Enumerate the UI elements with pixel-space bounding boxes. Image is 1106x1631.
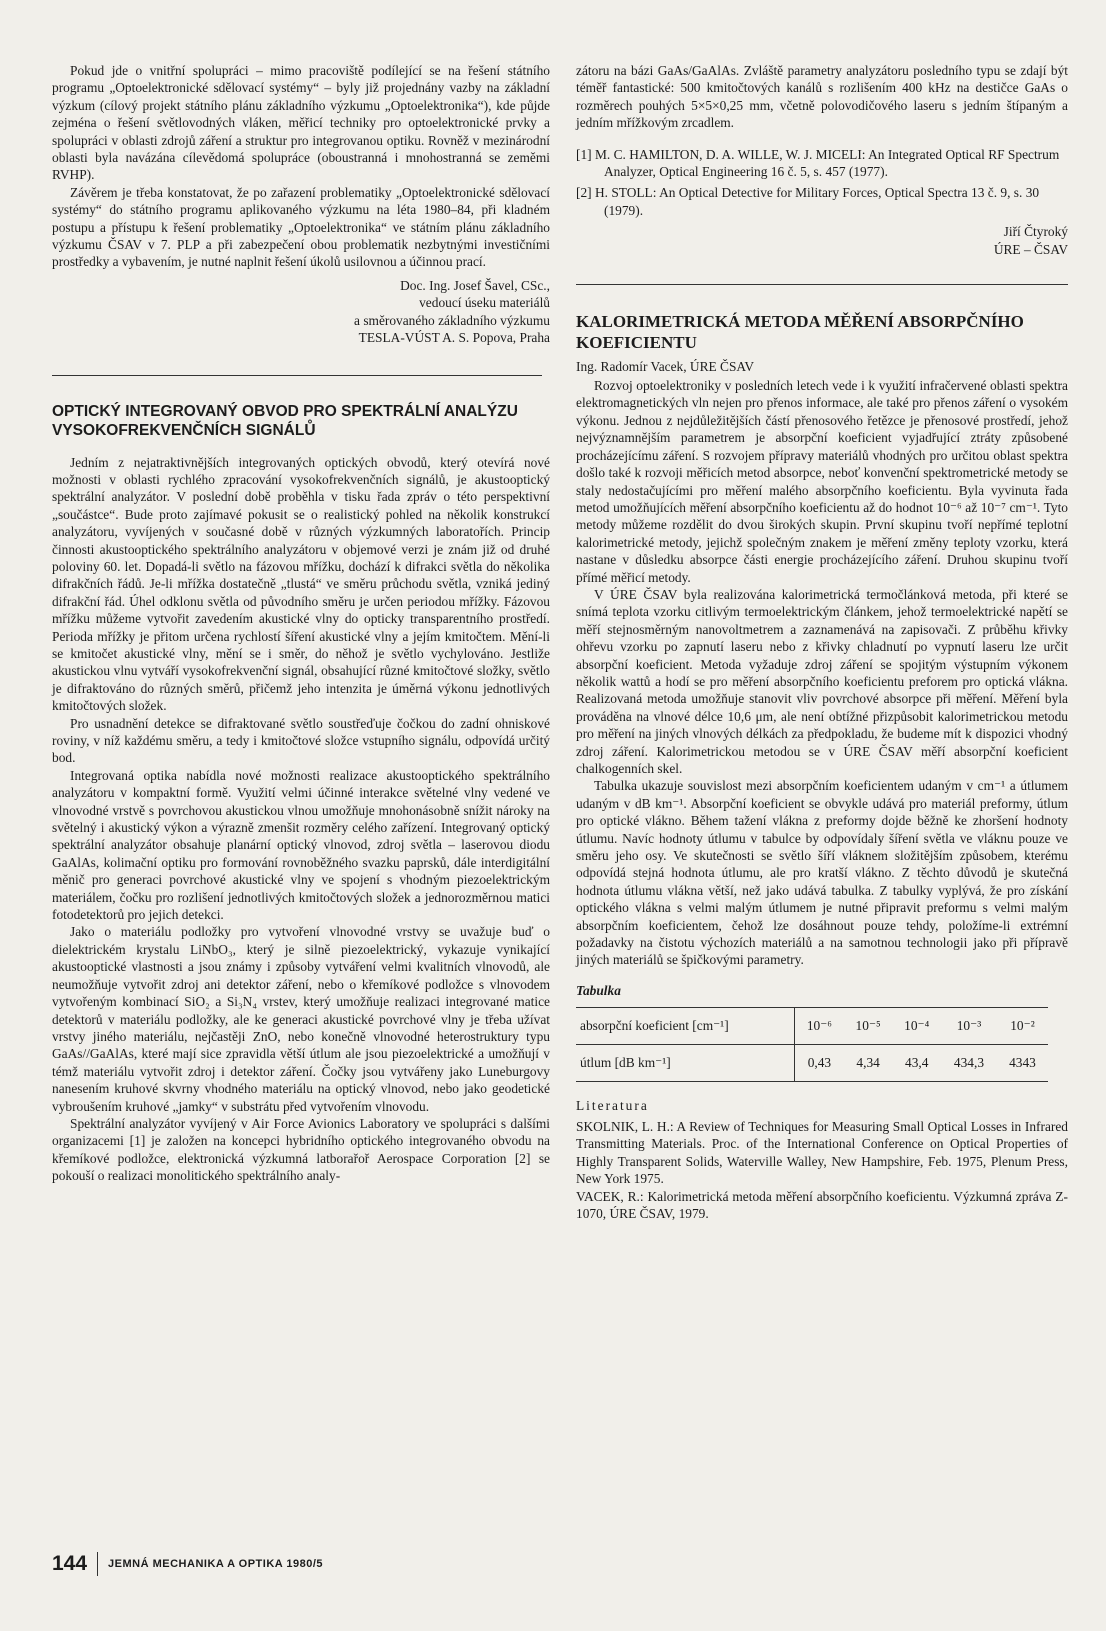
reference-list — [576, 146, 1068, 220]
signature-line: a směrovaného základního výzkumu — [354, 312, 550, 328]
section-divider — [576, 284, 1068, 285]
continuation-paragraph: zátoru na bázi GaAs/GaAlAs. Zvláště parametry analyzátoru posledního typu se zdají být téměř fantastické: 500 kmitočtových kanálů s rozlišením 400 kHz na destičce GaAs o rozměrech pouhých 5×5×0,25 mm, včetně polovodičového laseru s jedním štípaným a jedním mřížkovým zrcadlem. — [576, 63, 1068, 131]
intro-paragraph-2: Závěrem je třeba konstatovat, že po zařazení problematiky „Optoelektronické sdělovací systémy“ do státního programu aplikovaného výzkumu na léta 1980–84, při kladném postupu a přístupu k řešení problematiky „Optoelektronika“ ve státním plánu základního výzkumu ČSAV v 7. PLP a při zabezpečení obou problematik nezbytnými investičními prostředky a vybavením, je nutné naplnit řešení úkolů usilovnou a účinnou prací. — [52, 184, 550, 270]
literature-item: VACEK, R.: Kalorimetrická metoda měření absorpčního koeficientu. Výzkumná zpráva Z-1070, ÚRE ČSAV, 1979. — [576, 1188, 1068, 1221]
literature-heading: Literatura — [576, 1097, 649, 1113]
table-cell: 10⁻⁵ — [844, 1007, 893, 1044]
table-row — [576, 1007, 1048, 1044]
table-cell: 10⁻⁴ — [892, 1007, 941, 1044]
page-number: 144 — [52, 1552, 98, 1576]
article-paragraph-5: Spektrální analyzátor vyvíjený v Air Force Avionics Laboratory ve spolupráci s dalšími organizacemi [1] je založen na koncepci hybridního optického integrovaného obvodu na křemíkové podložce, elektronická výzkumná latborařoř Aerospace Corporation [2] se pokouší o realizaci monolitického spektrálního analy- — [52, 1115, 550, 1184]
intro-paragraph-1: Pokud jde o vnitřní spolupráci – mimo pracoviště podílející se na řešení státního programu „Optoelektronické sdělovací systémy“ – byly již projednány vazby na základní výzkum (cílový projekt státního plánu základního výzkumu „Optoelektronika“), kde půjde zejména o řešení světlovodných vláken, měřicí techniky pro optoelektronické prvky a spolupráci v oblasti zdrojů záření a struktur pro integrovanou optiku. Rovněž v mezinárodní oblasti byla navázána cílevědomá spolupráce (oboustranná i mnohostranná se zeměmi RVHP). — [52, 63, 550, 183]
signature-line: ÚRE – ČSAV — [993, 241, 1068, 257]
right-column — [576, 62, 1068, 1222]
article-paragraph-3: Integrovaná optika nabídla nové možnosti realizace akustooptického spektrálního analyzátoru v kompaktní formě. Využití velmi účinné interakce světelné vlny vedené ve vlnovodné vrstvě s povrchovou akustickou vlnou umožňuje mnohonásobně snížit nároky na světelný i akustický výkon a výrazně zmenšit rozměry celého zařízení. Integrovaný optický spektrální analyzátor obsahuje planární optický vlnovod, zdroj světla – laserovou diodu GaAlAs, kolimační optiku pro formování rovnoběžného svazku paprsků, dále interdigitální měnič pro generaci povrchové akustické vlny ve spojení s vhodným piezoelektrickým materiálem, čočku pro rozlišení jednotlivých kmitočtových složek a jednorozměrnou matici fotodetektorů pro jejich detekci. — [52, 767, 550, 923]
page-footer — [52, 1552, 323, 1576]
table-cell: 10⁻⁶ — [795, 1007, 844, 1044]
signature-line: vedoucí úseku materiálů — [419, 295, 550, 311]
article-title-calorimetric: KALORIMETRICKÁ METODA MĚŘENÍ ABSORPČNÍHO KOEFICIENTU — [576, 312, 1024, 353]
table-cell: 0,43 — [795, 1044, 844, 1081]
table-row-label: absorpční koeficient [cm⁻¹] — [576, 1007, 795, 1044]
reference-item: [2] H. STOLL: An Optical Detective for Military Forces, Optical Spectra 13 č. 9, s. 30 (1979). — [576, 185, 1040, 218]
article-paragraph-1: Rozvoj optoelektroniky v posledních letech vede i k využití infračervené oblasti spektra elektromagnetických vln nejen pro přenos informace, ale také pro přenos záření o vysokém výkonu. Jednou z nejdůležitějších částí přenosového řetězce je přenosové prostředí, jehož nejvýznamnějším parametrem je absorpční koeficient vyjadřující ztráty způsobené procházejícímu záření. S rozvojem přípravy materiálů vhodných pro určitou oblast spektra došlo také k rozvoji měřicích metod absorpce, neboť konvenční spektrometrické metody se staly nedostačujícími pro měření malého absorpčního koeficientu. Byla vyvinuta řada metod umožňujících měření absorpčního koeficientu až do hodnot 10⁻⁶ až 10⁻⁷ cm⁻¹. Tyto metody můžeme rozdělit do dvou širokých skupin. První skupinu tvoří nepřímé teplotní kalorimetrické metody, jejichž společným znakem je měření změny teploty vzorku, která nastane v důsledku absorpce části energie procházejícího záření. Druhou skupinu tvoří přímé měřicí metody. — [576, 378, 1068, 585]
literature-item: SKOLNIK, L. H.: A Review of Techniques for Measuring Small Optical Losses in Infrared Transmitting Materials. Proc. of the International Conference on Optical Properties of Highly Transparent Solids, Waterville Walley, New Hampshire, Feb. 1975, Plenum Press, New York 1975. — [576, 1118, 1068, 1187]
article-paragraph-2: Pro usnadnění detekce se difraktované světlo soustřeďuje čočkou do zadní ohniskové roviny, v níž každému směru, a tedy i kmitočtové složce vstupního signálu, odpovídá určitý bod. — [52, 715, 550, 766]
table-cell: 10⁻² — [997, 1007, 1048, 1044]
table-cell: 434,3 — [941, 1044, 997, 1081]
section-divider — [52, 375, 542, 376]
left-column — [52, 62, 550, 1185]
signature-line: Jiří Čtyroký — [1003, 224, 1068, 240]
table-caption: Tabulka — [576, 982, 621, 998]
table-cell: 10⁻³ — [941, 1007, 997, 1044]
article-paragraph-1: Jedním z nejatraktivnějších integrovaných optických obvodů, který otevírá nové možnosti v oblasti rychlého zpracování vysokofrekvenčních signálů, je akustooptický spektrální analyzátor. V poslední době proběhla v tisku řada zpráv o této perspektivní „součástce“. Bude proto zajímavé pokusit se o realistický pohled na několik konstrukcí analyzátoru, vyvíjených v současné době v různých výzkumných laboratořích. Princip činnosti akustooptického spektrálního analyzátoru v objemové verzi je znám již od druhé poloviny 60. let. Dopadá-li světlo na fázovou mřížku, dochází k difrakci světla do několika difrakčních řádů. Je-li mřížka dostatečně „tlustá“ ve směru průchodu světla, vzniká jediný difrakční řád. Úhel odklonu světla od původního směru je určen periodou mřížky. Fázovou mřížku můžeme vytvořit zavedením akustické vlny do opticky transparentního prostředí. Perioda mřížky je přitom určena rychlostí šíření akustické vlny a jejím kmitočtem. Mění-li se kmitočet akustické vlny, mění se i směr, do něhož je světlo vychylováno. Jestliže akustickou vlnu vytváří vysokofrekvenční signál, obsahující různé kmitočtové složky, světlo je difraktováno do různých směrů, přičemž jeho intenzita je úměrná výkonu jednotlivých kmitočtových složek. — [52, 454, 550, 714]
article-paragraph-4: Jako o materiálu podložky pro vytvoření vlnovodné vrstvy se uvažuje buď o dielektrickém krystalu LiNbO₃, který je silně piezoelektrický, vykazuje vynikající akustooptické vlastnosti a jsou známy i způsoby vytváření velmi kvalitních vlnovodů, ale neumožňuje vytvořit zdroj ani detektor záření, nebo o křemíkové podložce s vlnovodem vytvořeným kombinací SiO₂ a Si₃N₄ vrstev, který umožňuje realizaci integrované matice detektorů v materiálu podložky, ale ke generaci akustické povrchové vlny je třeba užívat vrstvy jiného materiálu, nejčastěji ZnO, nebo konečně vlnovodné heterostruktury typu GaAs//GaAlAs, které mají sice zpravidla větší útlum ale jsou piezoelektrické a umožňují v témž materiálu vytvořit zdroj i detektor záření. Čočky jsou vytvářeny jako Luneburgovy nanesením kruhové skvrny vhodného materiálu na optický vlnovod, nebo jako geodetické vybroušením kruhové „jamky“ v substrátu před vytvořením vlnovodu. — [52, 924, 550, 1114]
table-cell: 43,4 — [892, 1044, 941, 1081]
article-title-spectral-analyzer: OPTICKÝ INTEGROVANÝ OBVOD PRO SPEKTRÁLNÍ ANALÝZU VYSOKOFREKVENČNÍCH SIGNÁLŮ — [52, 402, 518, 439]
table-cell: 4343 — [997, 1044, 1048, 1081]
reference-item: [1] M. C. HAMILTON, D. A. WILLE, W. J. MICELI: An Integrated Optical RF Spectrum Analyzer, Optical Engineering 16 č. 5, s. 457 (1977). — [576, 146, 1060, 180]
table-cell: 4,34 — [844, 1044, 893, 1081]
literature-list — [576, 1118, 1068, 1222]
table-row — [576, 1044, 1048, 1081]
article-paragraph-2: V ÚRE ČSAV byla realizována kalorimetrická termočlánková metoda, při které se snímá teplota vzorku citlivým termoelektrickým článkem, jehož termoelektrické napětí se měří stejnosměrným nanovoltmetrem a zaznamenává na zapisovači. Z průběhu křivky ohřevu vzorku po zapnutí laseru nebo z křivky chladnutí po vypnutí laseru lze určit absorpční koeficient. Metoda vyžaduje zdroj záření se spojitým výstupním výkonem několik wattů a hodí se pro měření absorpčního koeficientu preforem pro optická vlákna. Realizovaná metoda umožňuje stanovit vliv povrchové absorpce při měření. Měření byla prováděna na vlnové délce 10,6 μm, ale není obtížné přizpůsobit kalorimetrickou metodu pro měření na jiných vlnových délkách za předpokladu, že budeme mít k dispozici vhodný zdroj záření. Kalorimetrickou metodou se v ÚRE ČSAV měří absorpční koeficient chalkogenních skel. — [576, 586, 1068, 776]
table-row-label: útlum [dB km⁻¹] — [576, 1044, 795, 1081]
signature-line: TESLA-VÚST A. S. Popova, Praha — [358, 330, 550, 346]
signature-ctyroky — [576, 223, 1068, 258]
signature-savel — [52, 277, 550, 347]
attenuation-table — [576, 1007, 1048, 1082]
article-paragraph-3: Tabulka ukazuje souvislost mezi absorpčním koeficientem udaným v cm⁻¹ a útlumem udaným v dB km⁻¹. Absorpční koeficient se obvykle udává pro materiál preformy, útlum pro optické vlákno. Během tažení vlákna z preformy dojde běžně ke zhoršení hodnoty útlumu. Navíc hodnoty útlumu v tabulce by odpovídaly šíření světla ve vláknu pouze ve směru jeho osy. Ve skutečnosti se světlo šíří vláknem složitějším způsobem, kterému odpovídá stejná hodnota útlumu, ale pro kratší vlákno. Z těchto důvodů je skutečná hodnota útlumu vlákna větší, než jako udává tabulka. Z tabulky vyplývá, že pro získání optického vlákna s velmi malým útlumem je nutné připravit preformu s velmi malým absorpčním koeficientem, čehož lze dosáhnout pouze tehdy, položíme-li extrémní požadavky na čistotu výchozích materiálů a na samotnou technologii jako při přípravě jiných materiálů se špičkovými parametry. — [576, 778, 1068, 968]
signature-line: Doc. Ing. Josef Šavel, CSc., — [400, 277, 550, 293]
article-author: Ing. Radomír Vacek, ÚRE ČSAV — [576, 359, 755, 375]
journal-name: JEMNÁ MECHANIKA A OPTIKA 1980/5 — [108, 1558, 324, 1570]
